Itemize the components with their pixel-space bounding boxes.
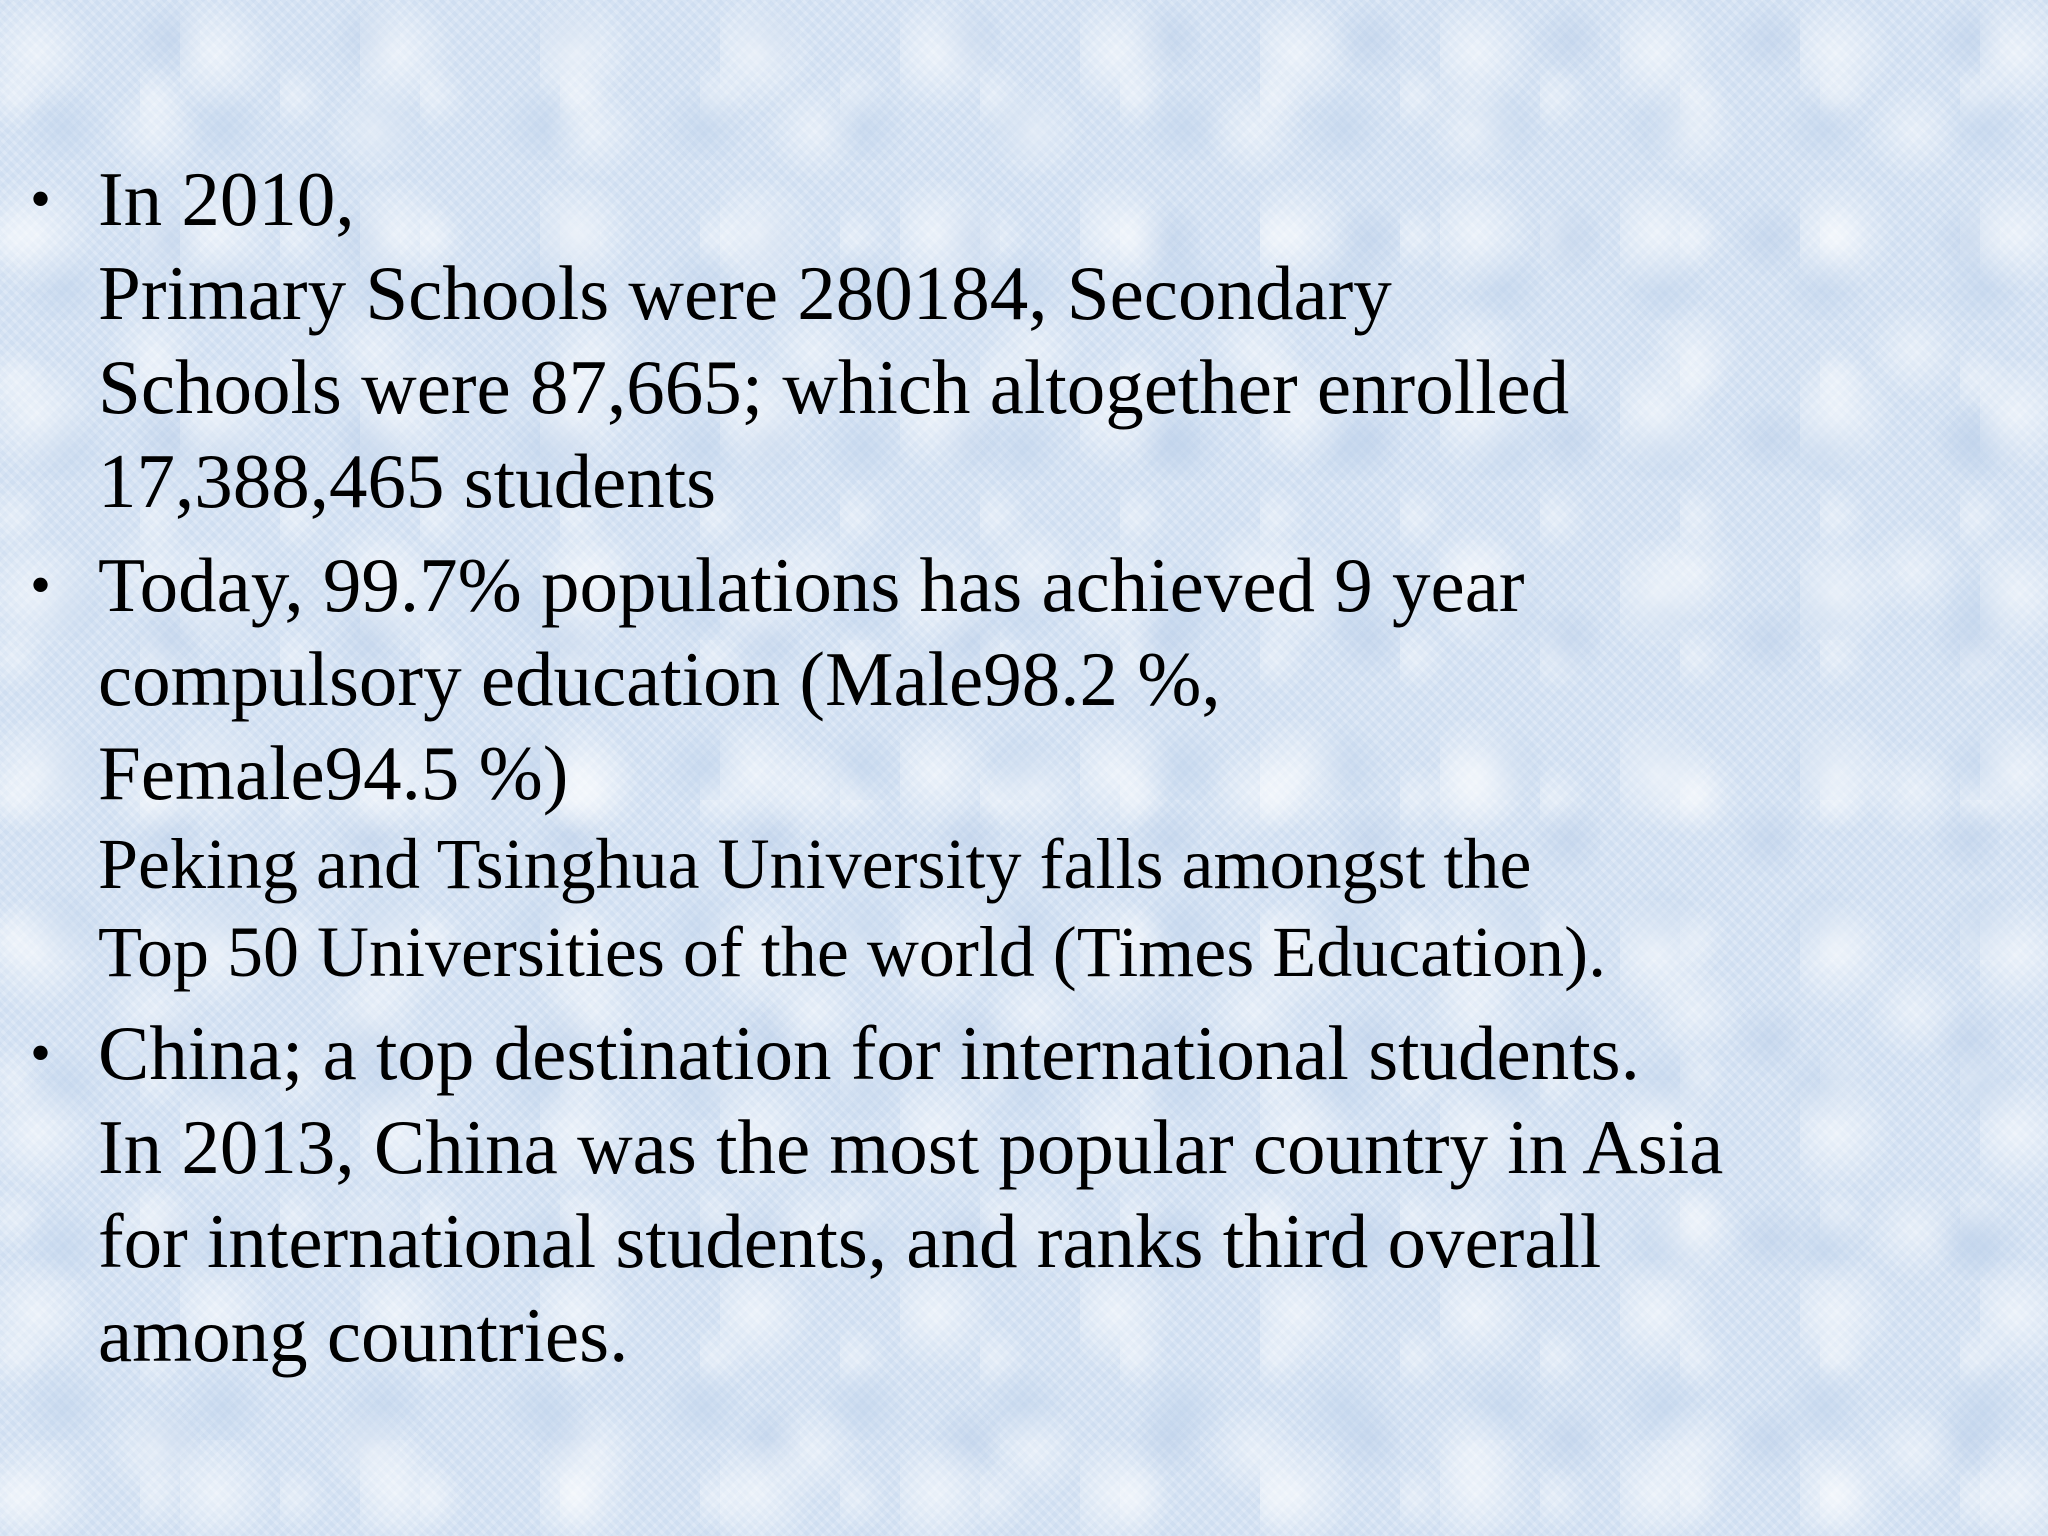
bullet-marker: • — [30, 552, 52, 618]
bullet-text-line: Schools were 87,665; which altogether enrolled — [98, 344, 1570, 430]
bullet-text-line: In 2010, — [98, 156, 355, 242]
bullet-list — [0, 152, 2048, 1382]
bullet-text-line: Primary Schools were 280184, Secondary — [98, 250, 1392, 336]
bullet-marker: • — [30, 166, 52, 232]
bullet-text-line: for international students, and ranks third overall — [98, 1198, 1602, 1284]
bullet-item-2010-schools — [0, 152, 2048, 528]
bullet-subtext-line: Top 50 Universities of the world (Times Education). — [98, 912, 1607, 992]
bullet-text-line: among countries. — [98, 1292, 629, 1378]
bullet-subtext-line: Peking and Tsinghua University falls amongst the — [98, 824, 1532, 904]
bullet-item-international-students — [0, 1006, 2048, 1382]
bullet-item-compulsory-education — [0, 538, 2048, 996]
bullet-text-line: China; a top destination for international students. — [98, 1010, 1640, 1096]
bullet-marker: • — [30, 1020, 52, 1086]
bullet-text-line: compulsory education (Male98.2 %, — [98, 636, 1221, 722]
bullet-text-line: Today, 99.7% populations has achieved 9 year — [98, 542, 1525, 628]
bullet-text-line: 17,388,465 students — [98, 438, 717, 524]
bullet-text-line: In 2013, China was the most popular country in Asia — [98, 1104, 1724, 1190]
bullet-text-line: Female94.5 %) — [98, 730, 569, 816]
